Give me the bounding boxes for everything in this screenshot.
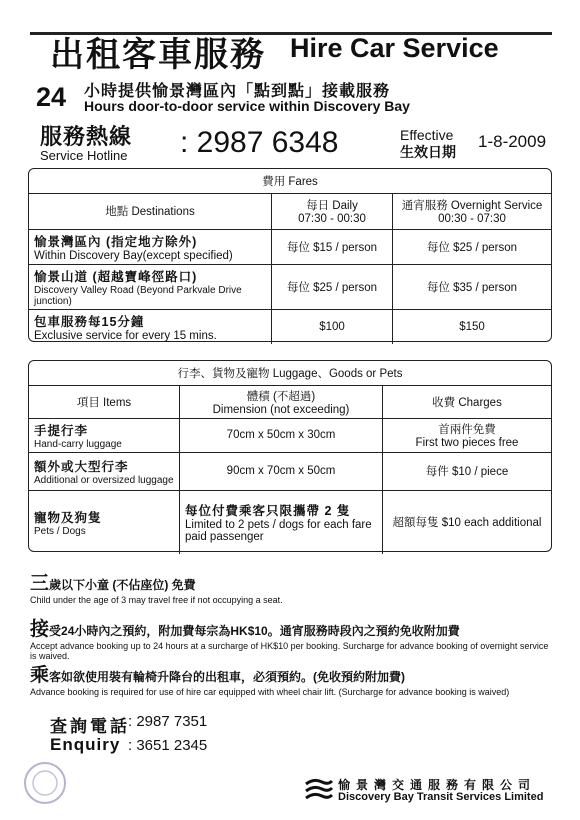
item-en: Additional or oversized luggage	[34, 474, 174, 486]
note-3	[30, 660, 550, 697]
subtitle-zh: 小時提供愉景灣區內「點到點」接載服務	[84, 83, 391, 100]
note-initial: 接	[30, 619, 50, 640]
company-logo-icon	[304, 776, 334, 802]
charge: 每件 $10 / piece	[383, 452, 552, 490]
company-name-en: Discovery Bay Transit Services Limited	[338, 791, 544, 803]
item-en: Hand-carry luggage	[34, 438, 122, 450]
note-zh: 受24小時內之預約，附加費每宗為HK$10。通宵服務時段內之預約免收附加費	[49, 624, 460, 638]
item-zh: 額外或大型行李	[34, 459, 129, 474]
overnight-fare: 每位 $25 / person	[393, 229, 552, 264]
table-row	[29, 309, 551, 344]
charge-zh: 首兩件免費	[438, 424, 496, 436]
dimension-zh: 每位付費乘客只限攜帶 2 隻	[185, 504, 351, 519]
stamp-icon	[22, 760, 68, 806]
daily-fare: 每位 $25 / person	[272, 264, 393, 309]
enquiry-number-1: : 2987 7351	[128, 713, 208, 730]
col-daily	[272, 193, 393, 229]
item-zh: 寵物及狗隻	[34, 510, 102, 525]
col-overnight-label: 通宵服務 Overnight Service	[401, 200, 543, 212]
dest-zh: 愉景山道 (超越寶峰徑路口)	[34, 269, 198, 284]
dest-cell	[29, 309, 272, 344]
daily-fare: 每位 $15 / person	[272, 229, 393, 264]
dimension: 90cm x 70cm x 50cm	[180, 452, 383, 490]
table-row	[29, 490, 551, 554]
dest-cell	[29, 229, 272, 264]
fares-table	[28, 168, 552, 342]
note-2	[30, 614, 550, 661]
hotline-label-zh: 服務熱線	[40, 124, 133, 149]
dest-en: Discovery Valley Road (Beyond Parkvale Drive junction)	[34, 284, 242, 307]
table-row	[29, 452, 551, 490]
col-dimension-en: Dimension (not exceeding)	[212, 403, 350, 416]
daily-fare: $100	[272, 309, 393, 344]
item-cell	[29, 490, 180, 554]
note-zh: 歲以下小童 (不佔座位) 免費	[49, 578, 196, 592]
note-zh: 客如欲使用裝有輪椅升降台的出租車，必須預約。(免收預約附加費)	[49, 670, 406, 684]
dest-zh: 包車服務每15分鐘	[34, 314, 145, 329]
company-name-zh: 愉景灣交通服務有限公司	[338, 778, 537, 792]
dimension: 70cm x 50cm x 30cm	[180, 418, 383, 452]
effective-label-zh: 生效日期	[400, 144, 456, 160]
item-en: Pets / Dogs	[34, 525, 86, 537]
luggage-title: 行李、貨物及寵物 Luggage、Goods or Pets	[29, 361, 551, 385]
item-cell	[29, 418, 180, 452]
col-charges: 收費 Charges	[383, 385, 552, 418]
hours-number: 24	[36, 82, 67, 112]
dimension-cell	[180, 490, 383, 554]
col-daily-label: 每日 Daily	[306, 200, 358, 212]
note-1	[30, 568, 550, 605]
charge: 超額每隻 $10 each additional	[383, 490, 552, 554]
hotline-number: : 2987 6348	[180, 126, 339, 159]
charge-cell	[383, 418, 552, 452]
col-destinations: 地點 Destinations	[29, 193, 272, 229]
col-dimension	[180, 385, 383, 418]
note-en: Advance booking is required for use of hire car equipped with wheel chair lift. (Surcharge for advance booking is waived)	[30, 687, 510, 697]
dest-zh: 愉景灣區內 (指定地方除外)	[34, 234, 198, 249]
enquiry-number-2: : 3651 2345	[128, 737, 208, 754]
hotline-label-en: Service Hotline	[40, 148, 128, 163]
note-en: Accept advance booking up to 24 hours at a surcharge of HK$10 per booking. Surcharge for advance booking of overnight service is waived.	[30, 641, 549, 661]
dest-en: Within Discovery Bay(except specified)	[34, 249, 233, 262]
table-row	[29, 229, 551, 264]
page-title-en: Hire Car Service	[290, 33, 499, 63]
col-overnight	[393, 193, 552, 229]
col-daily-hours: 07:30 - 00:30	[298, 213, 366, 225]
table-row	[29, 418, 551, 452]
subtitle-en: Hours door-to-door service within Discovery Bay	[84, 98, 410, 114]
enquiry-label-en: Enquiry	[50, 735, 121, 754]
fares-title: 費用 Fares	[29, 169, 551, 193]
overnight-fare: 每位 $35 / person	[393, 264, 552, 309]
dimension-en: Limited to 2 pets / dogs for each fare paid passenger	[185, 519, 372, 544]
item-zh: 手提行李	[34, 423, 89, 438]
col-dimension-zh: 體積 (不超過)	[246, 390, 316, 403]
page-title-zh: 出租客車服務	[50, 36, 266, 74]
note-initial: 三	[30, 573, 50, 594]
enquiry-label-zh: 查詢電話	[50, 717, 130, 736]
col-overnight-hours: 00:30 - 07:30	[438, 213, 506, 225]
note-en: Child under the age of 3 may travel free if not occupying a seat.	[30, 595, 283, 605]
item-cell	[29, 452, 180, 490]
luggage-table	[28, 360, 552, 552]
charge-en: First two pieces free	[415, 437, 519, 449]
effective-label-en: Effective	[400, 127, 454, 143]
effective-date: 1-8-2009	[478, 132, 547, 151]
dest-en: Exclusive service for every 15 mins.	[34, 329, 217, 342]
col-items: 項目 Items	[29, 385, 180, 418]
table-row	[29, 264, 551, 309]
dest-cell	[29, 264, 272, 309]
overnight-fare: $150	[393, 309, 552, 344]
note-initial: 乘	[30, 665, 50, 686]
